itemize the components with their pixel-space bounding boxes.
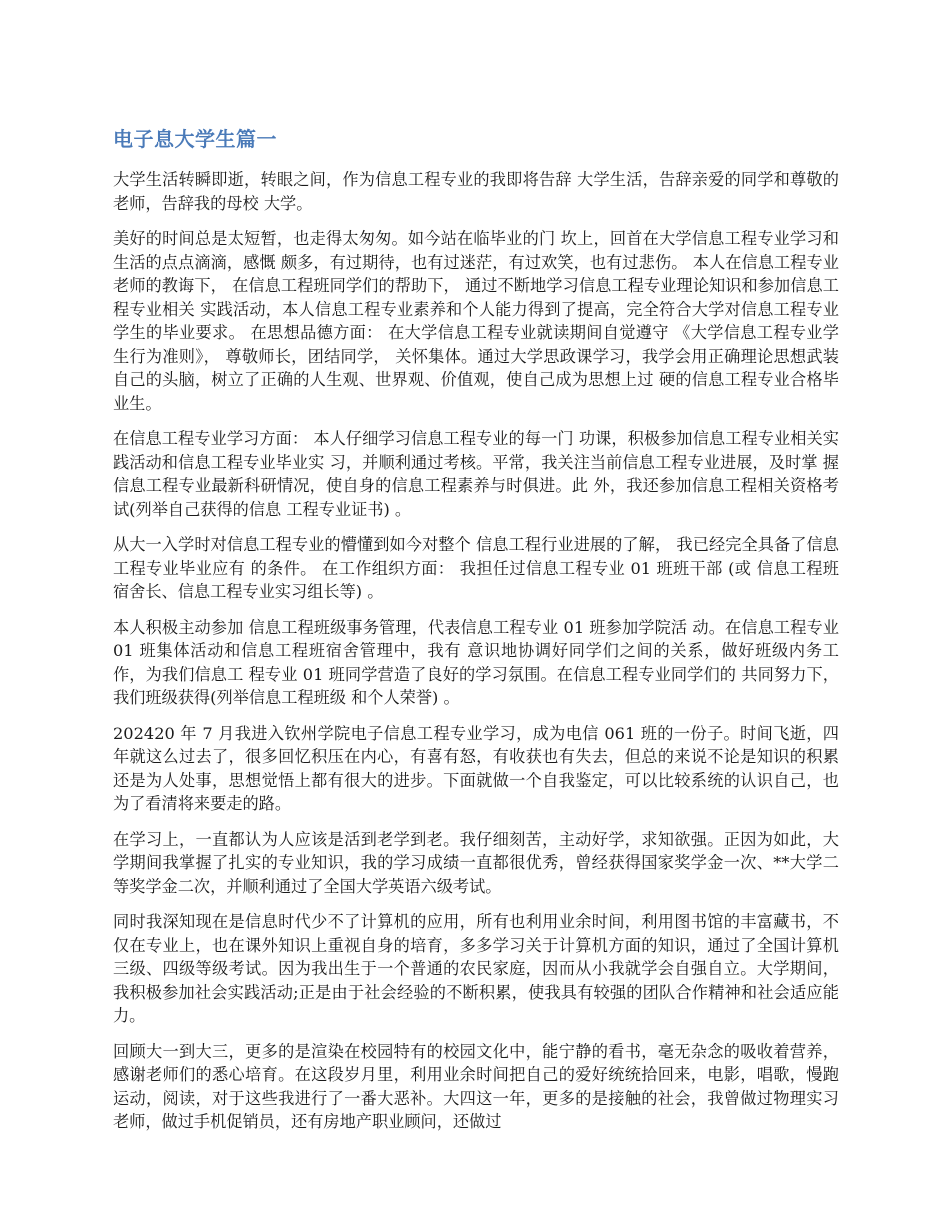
paragraph-2: 美好的时间总是太短暂，也走得太匆匆。如今站在临毕业的门 坎上，回首在大学信息工程专业学习和生活的点点滴滴，感慨 颇多，有过期待，也有过迷茫，有过欢笑，也有过悲伤。 本人在信息工程专业老师的教诲下， 在信息工程班同学们的帮助下， 通过不断地学习信息工程专业理论知识和参加信息工程专业相关 实践活动，本人信息工程专业素养和个人能力得到了提高，完全符合大学对信息工程专业学生的毕业要求。 在思想品德方面： 在大学信息工程专业就读期间自觉遵守 《大学信息工程专业学生行为准则》， 尊敬师长，团结同学， 关怀集体。通过大学思政课学习，我学会用正确理论思想武装自己的头脑，树立了正确的人生观、世界观、价值观，使自己成为思想上过 硬的信息工程专业合格毕业生。 xyxy=(113,229,839,413)
document-title: 电子息大学生篇一 xyxy=(113,127,277,151)
paragraph-8: 同时我深知现在是信息时代少不了计算机的应用，所有也利用业余时间，利用图书馆的丰富藏书，不仅在专业上，也在课外知识上重视自身的培育，多多学习关于计算机方面的知识，通过了全国计算机三级、四级等级考试。因为我出生于一个普通的农民家庭，因而从小我就学会自强自立。大学期间，我积极参加社会实践活动;正是由于社会经验的不断积累，使我具有较强的团队合作精神和社会适应能力。 xyxy=(113,912,839,1025)
paragraph-3: 在信息工程专业学习方面： 本人仔细学习信息工程专业的每一门 功课，积极参加信息工程专业相关实践活动和信息工程专业毕业实 习，并顺利通过考核。平常，我关注当前信息工程专业进展，及时掌 握信息工程专业最新科研情况，使自身的信息工程素养与时俱进。此 外，我还参加信息工程相关资格考试(列举自己获得的信息 工程专业证书) 。 xyxy=(113,429,839,519)
document-page xyxy=(113,124,839,1146)
paragraph-7: 在学习上，一直都认为人应该是活到老学到老。我仔细刻苦，主动好学，求知欲强。正因为如此，大学期间我掌握了扎实的专业知识，我的学习成绩一直都很优秀，曾经获得国家奖学金一次、**大学二等奖学金二次，并顺利通过了全国大学英语六级考试。 xyxy=(113,829,839,896)
paragraph-4: 从大一入学时对信息工程专业的懵懂到如今对整个 信息工程行业进展的了解， 我已经完全具备了信息工程专业毕业应有 的条件。 在工作组织方面： 我担任过信息工程专业 01 班班干部 (或 信息工程班宿舍长、信息工程专业实习组长等) 。 xyxy=(113,535,839,601)
paragraph-1: 大学生活转瞬即逝，转眼之间，作为信息工程专业的我即将告辞 大学生活，告辞亲爱的同学和尊敬的老师，告辞我的母校 大学。 xyxy=(113,170,839,213)
paragraph-5: 本人积极主动参加 信息工程班级事务管理，代表信息工程专业 01 班参加学院活 动。在信息工程专业 01 班集体活动和信息工程班宿舍管理中，我有 意识地协调好同学们之间的关系，做好班级内务工作，为我们信息工 程专业 01 班同学营造了良好的学习氛围。在信息工程专业同学们的 共同努力下，我们班级获得(列举信息工程班级 和个人荣誉) 。 xyxy=(113,617,839,707)
paragraph-6: 202420 年 7 月我进入钦州学院电子信息工程专业学习，成为电信 061 班的一份子。时间飞逝，四年就这么过去了，很多回忆积压在内心，有喜有怒，有收获也有失去，但总的来说不论是知识的积累还是为人处事，思想觉悟上都有很大的进步。下面就做一个自我鉴定，可以比较系统的认识自己，也为了看清将来要走的路。 xyxy=(113,723,839,813)
paragraph-9: 回顾大一到大三，更多的是渲染在校园特有的校园文化中，能宁静的看书，毫无杂念的吸收着营养，感谢老师们的悉心培育。在这段岁月里，利用业余时间把自己的爱好统统拾回来，电影，唱歌，慢跑运动，阅读，对于这些我进行了一番大恶补。大四这一年，更多的是接触的社会，我曾做过物理实习老师，做过手机促销员，还有房地产职业顾问，还做过 xyxy=(113,1041,839,1131)
